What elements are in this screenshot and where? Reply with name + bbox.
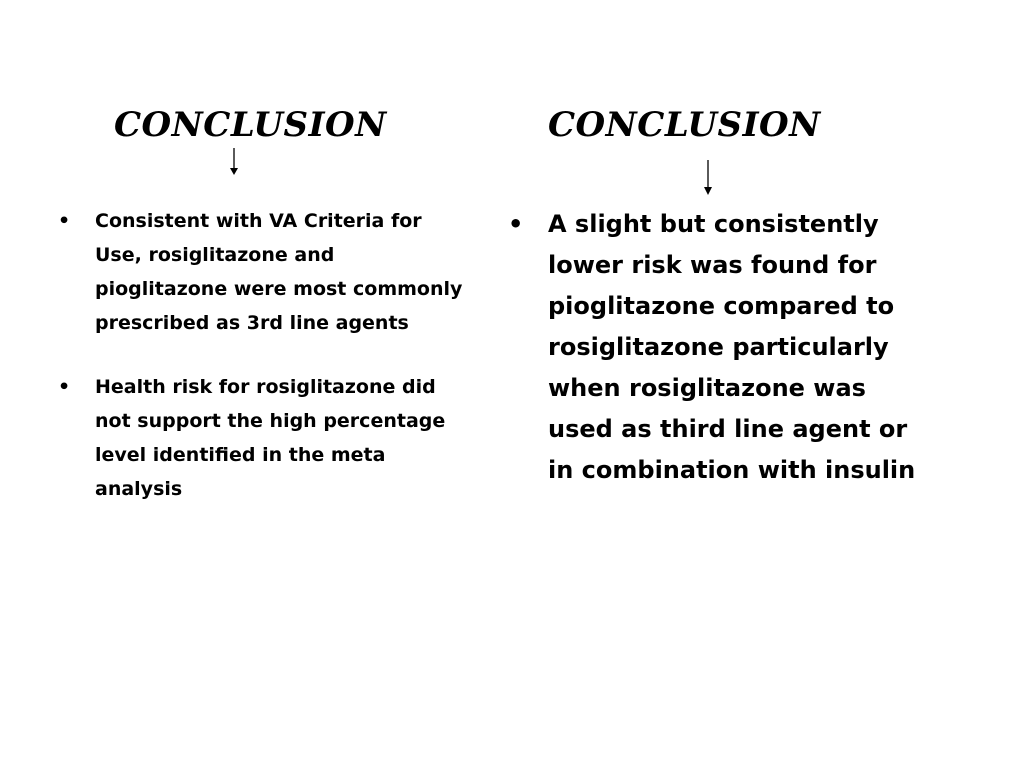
right-heading: CONCLUSION xyxy=(548,105,821,145)
bullet-text: A slight but consistently lower risk was found for pioglitazone compared to rosiglitazone particularly when rosiglitazone was used as third line agent or in combination with insulin xyxy=(548,210,916,484)
right-bullet-list xyxy=(508,204,918,491)
bullet-icon: • xyxy=(508,210,524,238)
down-arrow-icon xyxy=(228,148,240,176)
down-arrow-icon xyxy=(702,160,714,196)
bullet-text: Consistent with VA Criteria for Use, rosiglitazone and pioglitazone were most commonly prescribed as 3rd line agents xyxy=(95,210,463,334)
list-item xyxy=(508,204,918,491)
bullet-text: Health risk for rosiglitazone did not support the high percentage level identified in the meta analysis xyxy=(95,376,446,500)
bullet-icon: • xyxy=(58,210,71,232)
left-bullet-list xyxy=(58,204,467,506)
left-heading: CONCLUSION xyxy=(114,105,387,145)
list-item xyxy=(58,370,467,506)
list-item xyxy=(58,204,467,340)
bullet-icon: • xyxy=(58,376,71,398)
